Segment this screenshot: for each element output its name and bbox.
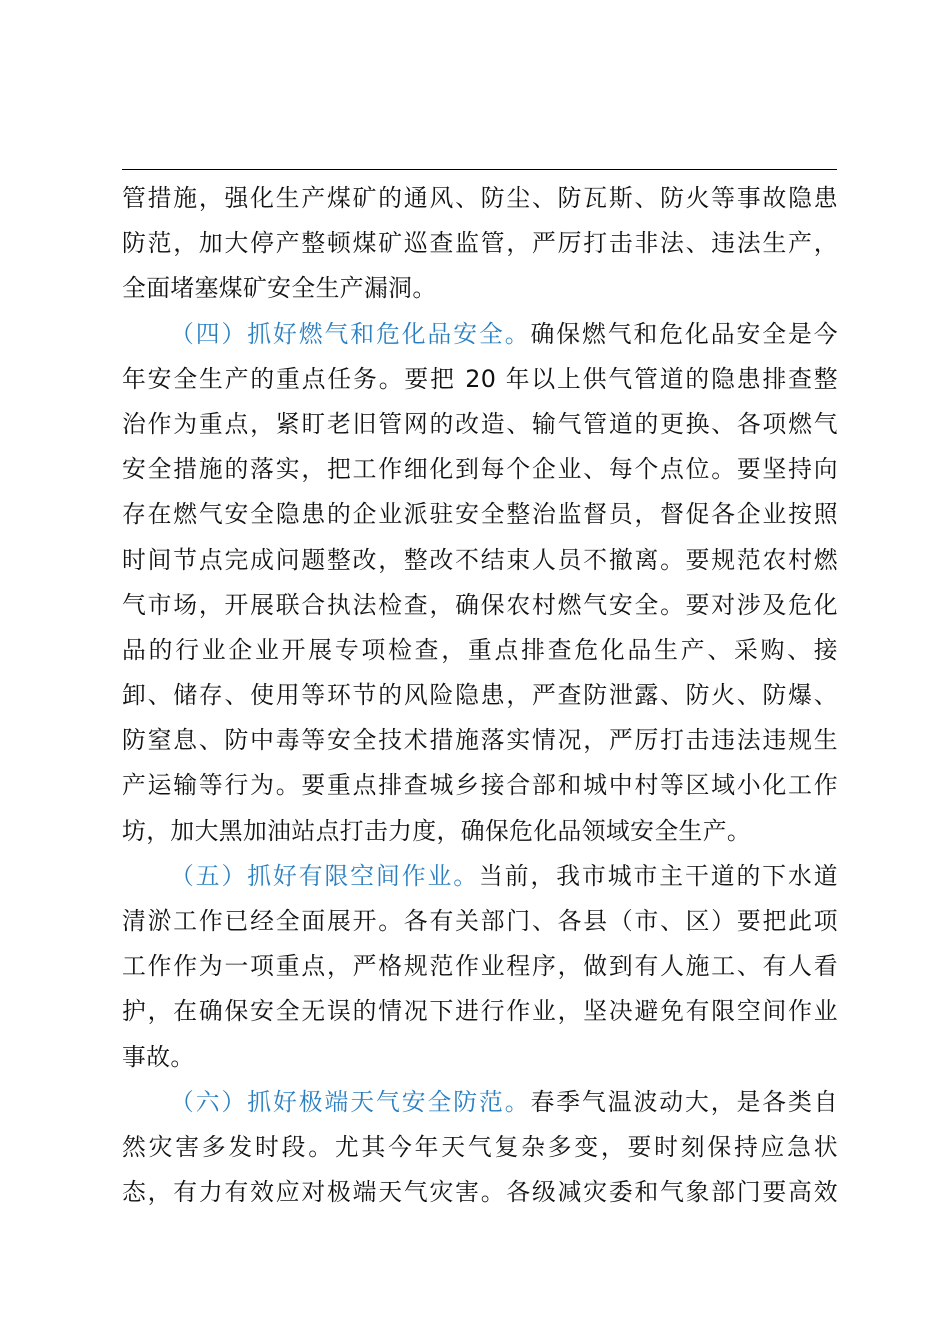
body-text: 当前，我市城市主干道的下水道 <box>479 861 838 890</box>
body-line: 卸、储存、使用等环节的风险隐患，严查防泄露、防火、防爆、 <box>122 681 838 710</box>
body-line: 品的行业企业开展专项检查，重点排查危化品生产、采购、接 <box>122 635 838 664</box>
section-heading-6: （六）抓好极端天气安全防范。 <box>170 1087 531 1116</box>
body-line: 工作作为一项重点，严格规范作业程序，做到有人施工、有人看 <box>122 952 838 981</box>
body-line: 防范，加大停产整顿煤矿巡查监管，严厉打击非法、违法生产， <box>122 229 838 258</box>
section-4-first-line <box>122 312 838 357</box>
body-line: 全面堵塞煤矿安全生产漏洞。 <box>122 274 437 303</box>
body-line: 坊，加大黑加油站点打击力度，确保危化品领域安全生产。 <box>122 816 752 845</box>
body-line: 清淤工作已经全面展开。各有关部门、各县（市、区）要把此项 <box>122 907 838 935</box>
body-line: 年安全生产的重点任务。要把 20 年以上供气管道的隐患排查整 <box>122 364 838 393</box>
body-line: 安全措施的落实，把工作细化到每个企业、每个点位。要坚持向 <box>122 455 838 484</box>
body-line: 态，有力有效应对极端天气灾害。各级减灾委和气象部门要高效 <box>122 1178 838 1207</box>
body-line: 管措施，强化生产煤矿的通风、防尘、防瓦斯、防火等事故隐患 <box>122 184 838 212</box>
document-body <box>122 176 838 1215</box>
body-line: 气市场，开展联合执法检查，确保农村燃气安全。要对涉及危化 <box>122 590 838 619</box>
body-line: 存在燃气安全隐患的企业派驻安全整治监督员，督促各企业按照 <box>122 500 838 529</box>
body-line: 时间节点完成问题整改，整改不结束人员不撤离。要规范农村燃 <box>122 545 838 574</box>
body-line: 治作为重点，紧盯老旧管网的改造、输气管道的更换、各项燃气 <box>122 409 838 438</box>
body-text: 春季气温波动大，是各类自 <box>530 1087 838 1116</box>
section-heading-5: （五）抓好有限空间作业。 <box>170 861 480 890</box>
body-line: 事故。 <box>122 1042 195 1071</box>
body-line: 防窒息、防中毒等安全技术措施落实情况，严厉打击违法违规生 <box>122 726 838 755</box>
body-line: 产运输等行为。要重点排查城乡接合部和城中村等区域小化工作 <box>122 771 838 800</box>
body-line: 然灾害多发时段。尤其今年天气复杂多变，要时刻保持应急状 <box>122 1132 838 1161</box>
section-5-first-line <box>122 854 838 899</box>
header-rule <box>122 169 837 170</box>
section-6-first-line <box>122 1080 838 1125</box>
body-line: 护，在确保安全无误的情况下进行作业，坚决避免有限空间作业 <box>122 997 838 1026</box>
body-text: 确保燃气和危化品安全是今 <box>530 319 838 348</box>
section-heading-4: （四）抓好燃气和危化品安全。 <box>170 319 531 348</box>
